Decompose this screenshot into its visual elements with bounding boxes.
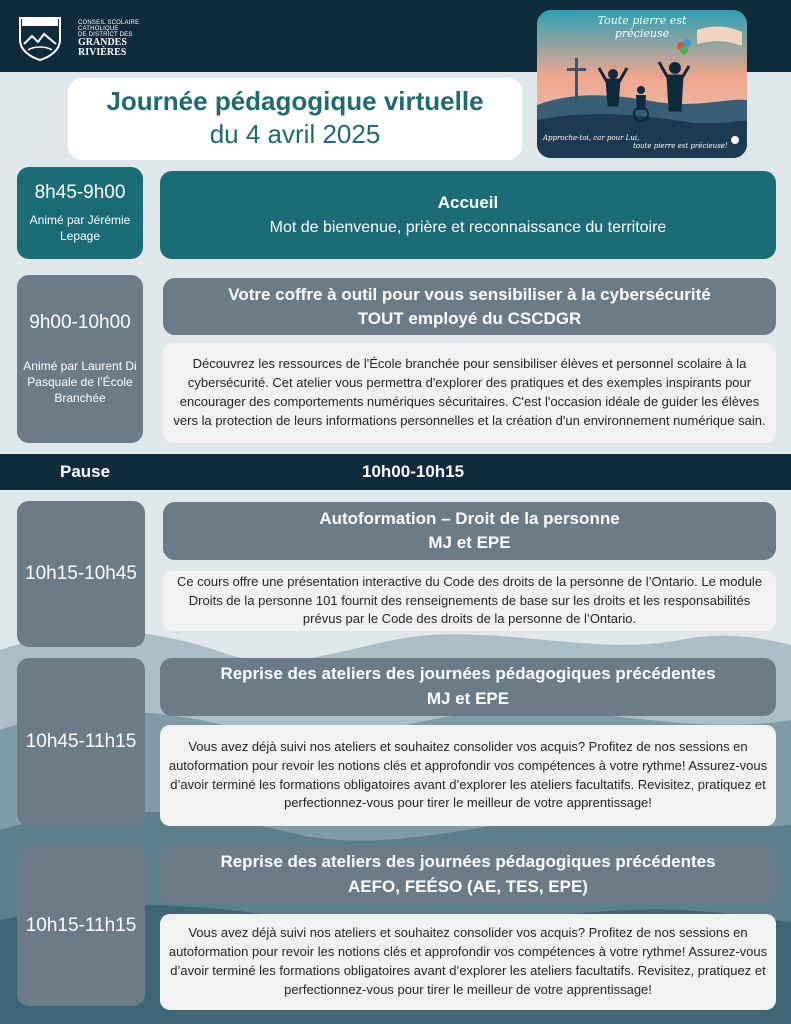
session-1-time: 8h45-9h00 (34, 181, 126, 203)
session-2-time-box (17, 275, 143, 443)
pause-bar (0, 454, 791, 490)
session-4-time: 10h45-11h15 (25, 731, 137, 752)
session-4-time-box (17, 658, 145, 826)
logo-line-3: DE DISTRICT DES (78, 32, 133, 38)
logo-badge-text: CSCDGR (22, 11, 49, 17)
session-5-description: Vous avez déjà suivi nos ateliers et souhaitez consolider vos acquis? Profitez de nos sessions en autoformation pour revoir les notions clés et approfondir vos compétences à votre rythme! Assurez-vous d’avoir terminé les formations obligatoires avant d’explorer les ateliers facultatifs. Revisitez, pratiquez et perfectionnez-vous pour tirer le meilleur de votre apprentissage! (160, 914, 776, 1010)
session-2-title: Votre coffre à outil pour vous sensibiliser à la cybersécurité (228, 284, 711, 304)
session-3-subtitle: MJ et EPE (428, 533, 511, 552)
poster-caption (543, 134, 733, 151)
session-1-subtitle: Mot de bienvenue, prière et reconnaissance du territoire (269, 218, 667, 236)
session-3-time-box (17, 501, 145, 647)
session-2-subtitle: TOUT employé du CSCDGR (357, 308, 582, 328)
logo-line-4: GRANDES (78, 37, 127, 48)
session-5-subtitle: AEFO, FEÉSO (AE, TES, EPE) (348, 877, 588, 896)
session-2-animator: Animé par Laurent Di Pasquale de l’École Branchée (23, 358, 137, 406)
poster-caption-line1: Approche-toi, car pour Lui, (543, 134, 640, 142)
session-3-time: 10h15-10h45 (25, 563, 137, 584)
session-5-time: 10h15-11h15 (25, 915, 137, 936)
session-4-title: Reprise des ateliers des journées pédagogiques précédentes (220, 664, 716, 684)
session-3-title: Autoformation – Droit de la personne (319, 509, 620, 529)
session-1-title: Accueil (437, 193, 499, 213)
logo-line-2: CATHOLIQUE (78, 26, 119, 32)
session-3-description: Ce cours offre une présentation interactive du Code des droits de la personne de l’Ontario. Le module Droits de la personne 101 fournit des renseignements de base sur les droits et les responsabilités prévus par le Code des droits de la personne de l’Ontario. (163, 571, 776, 631)
session-4-subtitle: MJ et EPE (426, 689, 510, 708)
theme-poster (537, 10, 747, 158)
session-1-time-box (17, 167, 143, 259)
session-5-time-box (17, 846, 145, 1006)
session-3-header (163, 502, 776, 560)
shield-logo-icon (14, 10, 66, 62)
session-1-header (160, 171, 776, 259)
pause-time: 10h00-10h15 (362, 462, 465, 481)
logo-line-1: CONSEIL SCOLAIRE (78, 20, 140, 26)
session-1-animator: Animé par Jérémie Lepage (29, 212, 131, 243)
poster-title: Toute pierre est précieuse (597, 14, 687, 41)
page-title-box (68, 78, 522, 160)
session-5-header (160, 846, 776, 904)
session-2-description: Découvrez les ressources de l'École branchée pour sensibiliser élèves et personnel scolaire à la cybersécurité. Cet atelier vous permettra d'explorer des pratiques et des exemples inspirants pour encourager des comportements numériques sécuritaires. C'est l'occasion idéale de guider les élèves vers la protection de leurs informations personnelles et la création d'un environnement numérique sain. (163, 343, 776, 443)
session-2-header (163, 278, 776, 335)
page-date: du 4 avril 2025 (209, 119, 381, 149)
pause-label: Pause (60, 462, 111, 481)
logo-line-5: RIVIÈRES (78, 47, 127, 58)
page-title: Journée pédagogique virtuelle (106, 86, 484, 116)
session-5-title: Reprise des ateliers des journées pédagogiques précédentes (220, 852, 716, 872)
session-4-header (160, 658, 776, 716)
poster-caption-line2: toute pierre est précieuse! (633, 142, 728, 151)
session-2-time: 9h00-10h00 (29, 311, 131, 333)
session-4-description: Vous avez déjà suivi nos ateliers et souhaitez consolider vos acquis? Profitez de nos sessions en autoformation pour revoir les notions clés et approfondir vos compétences à votre rythme! Assurez-vous d’avoir terminé les formations obligatoires avant d’explorer les ateliers facultatifs. Revisitez, pratiquez et perfectionnez-vous pour tirer le meilleur de votre apprentissage! (160, 725, 776, 826)
